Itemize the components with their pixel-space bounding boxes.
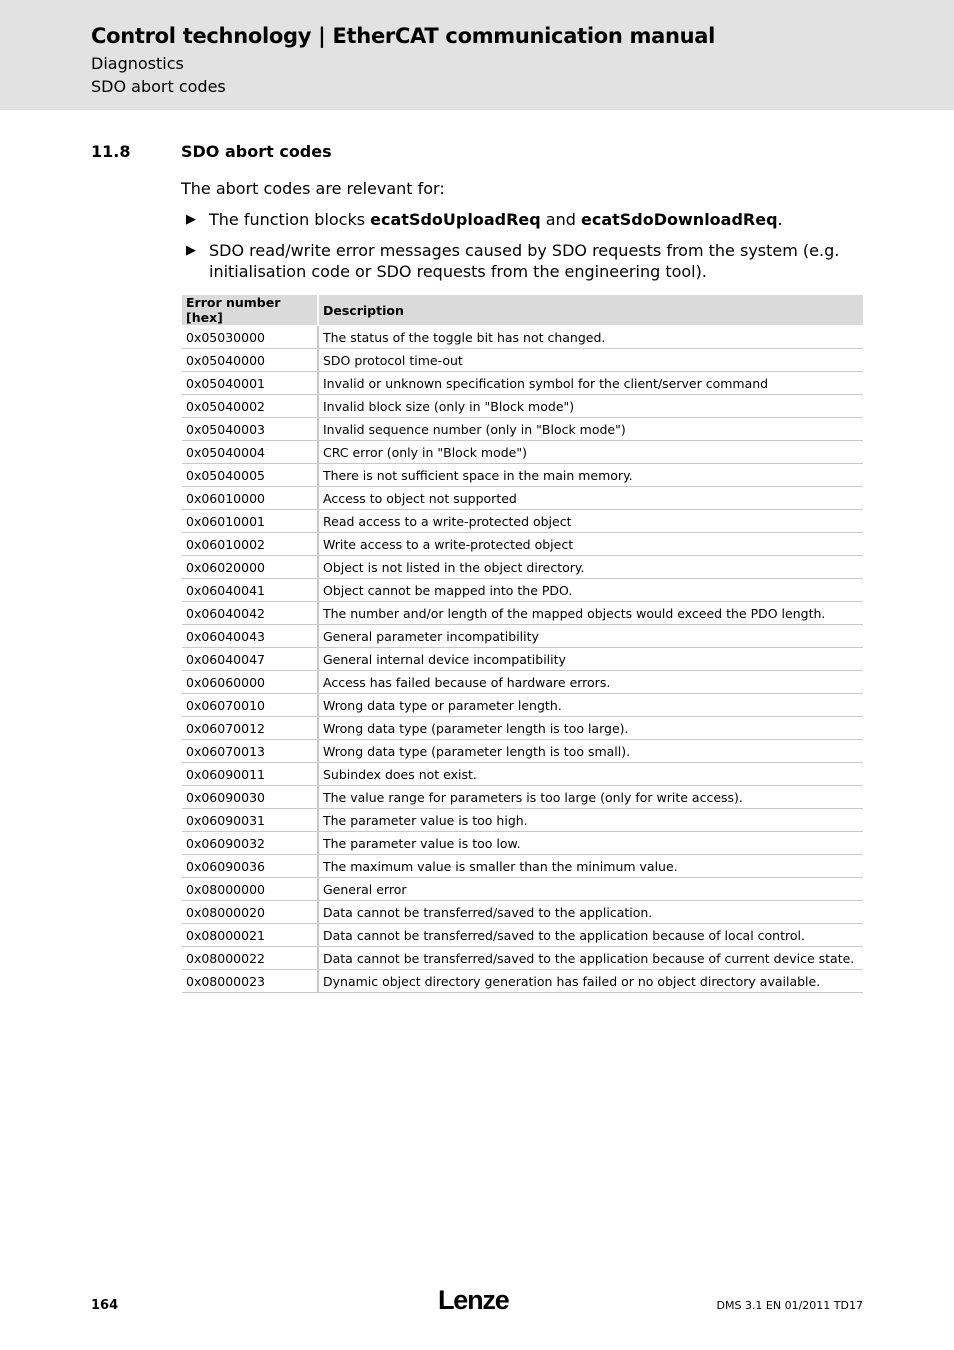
description-cell: Invalid or unknown specification symbol for the client/server command xyxy=(318,372,863,395)
description-cell: Invalid sequence number (only in "Block mode") xyxy=(318,418,863,441)
error-number-cell: 0x06010001 xyxy=(182,510,318,533)
description-cell: There is not sufficient space in the main memory. xyxy=(318,464,863,487)
description-cell: CRC error (only in "Block mode") xyxy=(318,441,863,464)
error-number-cell: 0x05040002 xyxy=(182,395,318,418)
abort-codes-table xyxy=(182,295,863,993)
table-header-row xyxy=(182,295,863,326)
table-row xyxy=(182,717,863,740)
table-row xyxy=(182,326,863,349)
breadcrumb-section: SDO abort codes xyxy=(91,77,226,96)
error-number-cell: 0x06010002 xyxy=(182,533,318,556)
description-cell: The maximum value is smaller than the minimum value. xyxy=(318,855,863,878)
table-row xyxy=(182,349,863,372)
error-number-cell: 0x06090032 xyxy=(182,832,318,855)
lenze-logo xyxy=(438,1284,518,1316)
description-cell: Object is not listed in the object directory. xyxy=(318,556,863,579)
error-number-cell: 0x06070013 xyxy=(182,740,318,763)
error-number-cell: 0x05040003 xyxy=(182,418,318,441)
table-row xyxy=(182,372,863,395)
description-cell: Wrong data type (parameter length is too large). xyxy=(318,717,863,740)
description-cell: Data cannot be transferred/saved to the application because of local control. xyxy=(318,924,863,947)
description-cell: Dynamic object directory generation has failed or no object directory available. xyxy=(318,970,863,993)
description-cell: The parameter value is too low. xyxy=(318,832,863,855)
error-number-cell: 0x06040043 xyxy=(182,625,318,648)
table-row xyxy=(182,786,863,809)
section-title: SDO abort codes xyxy=(181,142,332,161)
triangle-bullet-icon: ▶ xyxy=(186,243,196,258)
table-row xyxy=(182,671,863,694)
document-id: DMS 3.1 EN 01/2011 TD17 xyxy=(716,1299,863,1312)
error-number-cell: 0x06070010 xyxy=(182,694,318,717)
description-cell: Subindex does not exist. xyxy=(318,763,863,786)
description-cell: The number and/or length of the mapped objects would exceed the PDO length. xyxy=(318,602,863,625)
description-cell: The parameter value is too high. xyxy=(318,809,863,832)
intro-text: The abort codes are relevant for: xyxy=(181,179,445,198)
table-row xyxy=(182,740,863,763)
fb-upload-name: ecatSdoUploadReq xyxy=(370,210,541,229)
error-number-cell: 0x08000000 xyxy=(182,878,318,901)
table-row xyxy=(182,510,863,533)
table-row xyxy=(182,648,863,671)
error-number-cell: 0x06090031 xyxy=(182,809,318,832)
description-cell: Read access to a write-protected object xyxy=(318,510,863,533)
description-cell: The value range for parameters is too large (only for write access). xyxy=(318,786,863,809)
page-header xyxy=(0,0,954,110)
description-cell: Data cannot be transferred/saved to the application. xyxy=(318,901,863,924)
error-number-cell: 0x06090011 xyxy=(182,763,318,786)
description-cell: Data cannot be transferred/saved to the application because of current device state. xyxy=(318,947,863,970)
description-cell: Invalid block size (only in "Block mode") xyxy=(318,395,863,418)
error-number-cell: 0x06060000 xyxy=(182,671,318,694)
description-cell: General internal device incompatibility xyxy=(318,648,863,671)
description-cell: Write access to a write-protected object xyxy=(318,533,863,556)
error-number-cell: 0x06040041 xyxy=(182,579,318,602)
description-cell: General error xyxy=(318,878,863,901)
table-row xyxy=(182,395,863,418)
error-number-cell: 0x08000021 xyxy=(182,924,318,947)
breadcrumb-chapter: Diagnostics xyxy=(91,54,184,73)
error-number-cell: 0x06010000 xyxy=(182,487,318,510)
table-body xyxy=(182,326,863,993)
error-number-cell: 0x08000022 xyxy=(182,947,318,970)
table-row xyxy=(182,832,863,855)
table-row xyxy=(182,924,863,947)
description-cell: SDO protocol time-out xyxy=(318,349,863,372)
fb-download-name: ecatSdoDownloadReq xyxy=(581,210,778,229)
error-number-cell: 0x05040000 xyxy=(182,349,318,372)
error-number-cell: 0x05040004 xyxy=(182,441,318,464)
error-number-cell: 0x06090036 xyxy=(182,855,318,878)
description-cell: Object cannot be mapped into the PDO. xyxy=(318,579,863,602)
column-header-description: Description xyxy=(318,295,863,326)
section-number: 11.8 xyxy=(91,142,131,161)
description-cell: Access to object not supported xyxy=(318,487,863,510)
error-number-cell: 0x06070012 xyxy=(182,717,318,740)
table-row xyxy=(182,602,863,625)
table-row xyxy=(182,855,863,878)
table-row xyxy=(182,533,863,556)
triangle-bullet-icon: ▶ xyxy=(186,212,196,227)
logo-wordmark: Lenze xyxy=(438,1285,509,1315)
table-row xyxy=(182,418,863,441)
error-number-cell: 0x06020000 xyxy=(182,556,318,579)
error-number-cell: 0x06040042 xyxy=(182,602,318,625)
page-number: 164 xyxy=(91,1298,119,1313)
table-row xyxy=(182,947,863,970)
table-row xyxy=(182,441,863,464)
error-number-cell: 0x05040005 xyxy=(182,464,318,487)
table-row xyxy=(182,487,863,510)
error-number-cell: 0x08000020 xyxy=(182,901,318,924)
table-row xyxy=(182,464,863,487)
table-row xyxy=(182,970,863,993)
error-number-cell: 0x05040001 xyxy=(182,372,318,395)
table-row xyxy=(182,809,863,832)
table-row xyxy=(182,901,863,924)
table-row xyxy=(182,694,863,717)
error-number-cell: 0x06090030 xyxy=(182,786,318,809)
table-row xyxy=(182,878,863,901)
description-cell: Access has failed because of hardware errors. xyxy=(318,671,863,694)
description-cell: Wrong data type or parameter length. xyxy=(318,694,863,717)
error-number-cell: 0x08000023 xyxy=(182,970,318,993)
description-cell: General parameter incompatibility xyxy=(318,625,863,648)
description-cell: The status of the toggle bit has not changed. xyxy=(318,326,863,349)
error-number-cell: 0x05030000 xyxy=(182,326,318,349)
table-row xyxy=(182,556,863,579)
error-number-cell: 0x06040047 xyxy=(182,648,318,671)
document-title: Control technology | EtherCAT communication manual xyxy=(91,24,716,48)
bullet-text: The function blocks ecatSdoUploadReq and ecatSdoDownloadReq. xyxy=(209,210,783,229)
table-row xyxy=(182,763,863,786)
bullet-text: SDO read/write error messages caused by SDO requests from the system (e.g. initialisation code or SDO requests from the engineering tool). xyxy=(209,241,840,281)
description-cell: Wrong data type (parameter length is too small). xyxy=(318,740,863,763)
table-row xyxy=(182,625,863,648)
table-row xyxy=(182,579,863,602)
column-header-error-number: Error number [hex] xyxy=(182,295,318,326)
